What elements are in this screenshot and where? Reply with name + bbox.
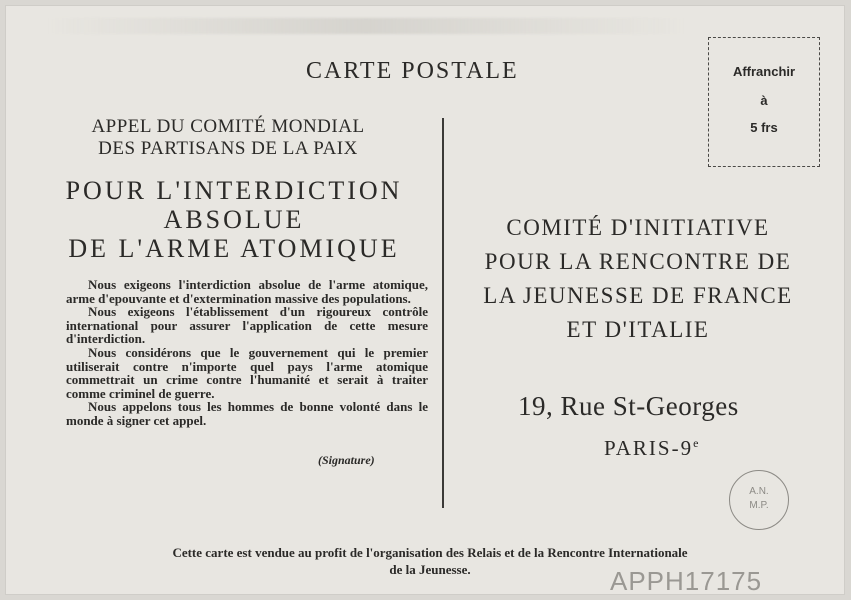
signature-label: (Signature) xyxy=(318,453,375,467)
city-name: PARIS-9 xyxy=(604,436,694,460)
appeal-header-line-2: DES PARTISANS DE LA PAIX xyxy=(98,138,358,159)
archive-stamp-line-1: A.N. xyxy=(749,486,769,497)
appeal-paragraph: Nous exigeons l'établissement d'un rigoureux contrôle international pour assurer l'application de cette mesure d'interdiction. xyxy=(66,304,428,347)
recipient-city xyxy=(604,436,700,461)
stamp-line-affranchir: Affranchir xyxy=(732,64,796,79)
recipient-line-3: LA JEUNESSE DE FRANCE xyxy=(483,283,793,308)
recipient-line-2: POUR LA RENCONTRE DE xyxy=(484,249,792,274)
appeal-body xyxy=(66,278,428,428)
postcard-title: CARTE POSTALE xyxy=(306,58,519,84)
stamp-line-a: à xyxy=(760,93,768,108)
bleed-through-text xyxy=(46,18,686,34)
appeal-title-line-3: DE L'ARME ATOMIQUE xyxy=(68,234,400,263)
recipient-street: 19, Rue St-Georges xyxy=(518,391,739,421)
appeal-paragraph: Nous appelons tous les hommes de bonne volonté dans le monde à signer cet appel. xyxy=(66,399,428,428)
footer-line-1: Cette carte est vendue au profit de l'organisation des Relais et de la Rencontre Internationale xyxy=(172,545,688,560)
appeal-title xyxy=(24,176,444,263)
appeal-paragraph: Nous considérons que le gouvernement qui le premier utiliserait contre n'importe quel pays l'arme atomique commettrait un crime contre l'humanité et serait à traiter comme criminel de guerre. xyxy=(66,344,428,401)
stamp-box xyxy=(708,37,820,167)
recipient-line-1: COMITÉ D'INITIATIVE xyxy=(506,215,770,240)
appeal-paragraph: Nous exigeons l'interdiction absolue de l'arme atomique, arme d'epouvante et d'extermination massive des populations. xyxy=(66,277,428,306)
handwritten-archive-code: APPH17175 xyxy=(610,566,763,596)
archive-stamp-line-2: M.P. xyxy=(749,500,769,511)
appeal-title-line-2: ABSOLUE xyxy=(163,205,305,234)
vertical-divider xyxy=(442,118,444,508)
appeal-header-line-1: APPEL DU COMITÉ MONDIAL xyxy=(91,116,365,137)
recipient-line-4: ET D'ITALIE xyxy=(566,317,710,342)
footer-line-2: de la Jeunesse. xyxy=(389,562,471,577)
postcard xyxy=(6,6,844,594)
stamp-line-price: 5 frs xyxy=(750,120,778,135)
city-arrondissement-suffix: e xyxy=(693,436,701,450)
archive-stamp xyxy=(729,470,789,530)
appeal-header xyxy=(36,116,420,160)
appeal-title-line-1: POUR L'INTERDICTION xyxy=(65,176,403,205)
recipient-name xyxy=(450,211,826,347)
